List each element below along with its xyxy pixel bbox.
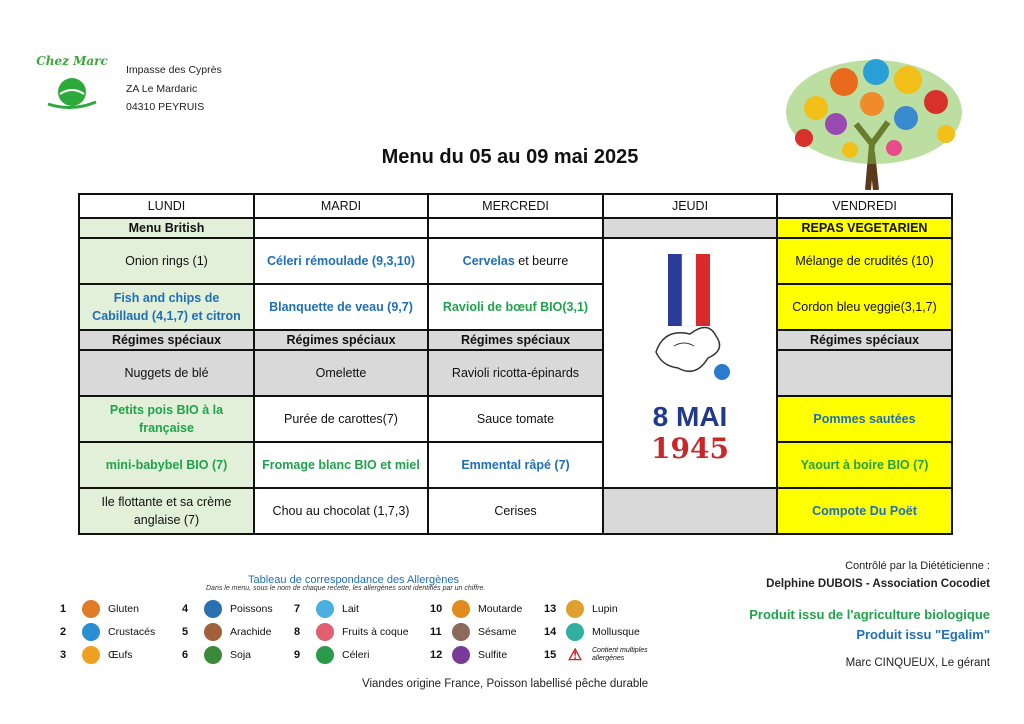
allergen-number: 2 — [60, 626, 67, 638]
restaurant-logo — [36, 54, 108, 116]
lundi-special-main: Nuggets de blé — [79, 350, 254, 396]
allergen-label: Lupin — [592, 603, 618, 615]
allergen-label: Lait — [342, 603, 359, 615]
allergen-label: Soja — [230, 649, 252, 661]
allergen-item — [294, 644, 369, 666]
allergen-label: Œufs — [108, 649, 133, 661]
dietitian-label: Contrôlé par la Diététicienne : — [845, 560, 990, 572]
mercredi-theme — [428, 218, 603, 238]
allergen-item — [294, 621, 409, 643]
cloche-icon — [36, 54, 108, 116]
menu-title: Menu du 05 au 09 mai 2025 — [381, 146, 639, 168]
flower-tree-illustration — [776, 52, 972, 190]
mardi-dairy: Fromage blanc BIO et miel — [254, 442, 428, 488]
vendredi-regimes-label: Régimes spéciaux — [777, 330, 952, 350]
jeudi-holiday-cell — [603, 238, 777, 488]
allergen-number: 14 — [544, 626, 557, 638]
lundi-starter: Onion rings (1) — [79, 238, 254, 284]
allergen-icon — [82, 600, 100, 618]
allergen-legend — [60, 598, 700, 668]
allergen-icon — [316, 623, 334, 641]
allergen-item — [544, 644, 652, 666]
allergen-icon — [566, 623, 584, 641]
logo-text: Chez Marc — [36, 54, 108, 68]
mardi-main: Blanquette de veau (9,7) — [254, 284, 428, 330]
allergen-number: 5 — [182, 626, 189, 638]
lundi-theme: Menu British — [79, 218, 254, 238]
allergen-icon — [204, 646, 222, 664]
allergen-icon — [204, 600, 222, 618]
allergen-item — [60, 621, 155, 643]
allergen-item — [544, 598, 618, 620]
allergen-icon — [452, 600, 470, 618]
allergen-number: 13 — [544, 603, 557, 615]
allergen-number: 15 — [544, 649, 557, 661]
allergen-table-title: Tableau de correspondance des Allergènes — [248, 574, 459, 586]
victory-day-illustration — [604, 250, 776, 476]
mardi-regimes-label: Régimes spéciaux — [254, 330, 428, 350]
mercredi-starter — [428, 238, 603, 284]
allergen-icon — [316, 600, 334, 618]
mardi-theme — [254, 218, 428, 238]
allergen-table-subtitle: Dans le menu, sous le nom de chaque recette, les allergènes sont identifiés par un chiffre. — [206, 585, 486, 592]
mercredi-starter-main: Cervelas — [462, 254, 515, 268]
allergen-icon — [316, 646, 334, 664]
mercredi-side: Sauce tomate — [428, 396, 603, 442]
vendredi-dairy: Yaourt à boire BIO (7) — [777, 442, 952, 488]
lundi-dessert: Ile flottante et sa crème anglaise (7) — [79, 488, 254, 534]
vendredi-side: Pommes sautées — [777, 396, 952, 442]
day-header-jeudi: JEUDI — [603, 194, 777, 218]
allergen-icon — [82, 646, 100, 664]
allergen-item — [294, 598, 359, 620]
allergen-item — [544, 621, 640, 643]
allergen-item — [430, 598, 522, 620]
lundi-regimes-label: Régimes spéciaux — [79, 330, 254, 350]
allergen-item — [60, 598, 139, 620]
allergen-number: 4 — [182, 603, 189, 615]
allergen-number: 11 — [430, 626, 442, 638]
allergen-label: Moutarde — [478, 603, 523, 615]
allergen-icon — [452, 623, 470, 641]
allergen-item — [182, 644, 251, 666]
allergen-number: 9 — [294, 649, 301, 661]
allergen-number: 10 — [430, 603, 443, 615]
holiday-date-text: 8 MAI — [652, 401, 728, 432]
allergen-number: 7 — [294, 603, 301, 615]
vendredi-theme: REPAS VEGETARIEN — [777, 218, 952, 238]
allergen-number: 8 — [294, 626, 301, 638]
mercredi-dessert: Cerises — [428, 488, 603, 534]
legend-bio: Produit issu de l'agriculture biologique — [749, 607, 990, 622]
allergen-label: Gluten — [108, 603, 139, 615]
legend-colors — [749, 605, 990, 645]
allergen-icon: ⚠ — [567, 647, 583, 664]
allergen-label: Fruits à coque — [342, 626, 409, 638]
manager-signature: Marc CINQUEUX, Le gérant — [845, 657, 990, 669]
dietitian-name: Delphine DUBOIS - Association Cocodiet — [766, 578, 990, 590]
day-header-vendredi: VENDREDI — [777, 194, 952, 218]
allergen-label: Arachide — [230, 626, 272, 638]
allergen-number: 3 — [60, 649, 67, 661]
jeudi-theme — [603, 218, 777, 238]
allergen-label: Contient multiples allergènes — [592, 647, 648, 662]
lundi-side: Petits pois BIO à la française — [79, 396, 254, 442]
lundi-main: Fish and chips de Cabillaud (4,1,7) et citron — [79, 284, 254, 330]
mercredi-regimes-label: Régimes spéciaux — [428, 330, 603, 350]
allergen-label: Poissons — [230, 603, 273, 615]
day-header-mercredi: MERCREDI — [428, 194, 603, 218]
day-header-lundi: LUNDI — [79, 194, 254, 218]
mercredi-special-main: Ravioli ricotta-épinards — [428, 350, 603, 396]
weekly-menu-table — [78, 193, 953, 535]
allergen-label: Sésame — [478, 626, 517, 638]
address-line: Impasse des Cyprès — [126, 64, 222, 76]
address-line: 04310 PEYRUIS — [126, 101, 205, 113]
address-block — [126, 61, 222, 117]
vendredi-main: Cordon bleu veggie(3,1,7) — [777, 284, 952, 330]
jeudi-dessert — [603, 488, 777, 534]
mercredi-starter-side: et beurre — [514, 254, 569, 268]
allergen-item — [430, 621, 517, 643]
mardi-starter: Céleri rémoulade (9,3,10) — [254, 238, 428, 284]
allergen-item — [430, 644, 507, 666]
vendredi-starter: Mélange de crudités (10) — [777, 238, 952, 284]
address-line: ZA Le Mardaric — [126, 82, 198, 95]
vendredi-dessert: Compote Du Poët — [777, 488, 952, 534]
allergen-number: 12 — [430, 649, 443, 661]
allergen-item — [182, 598, 273, 620]
origin-note: Viandes origine France, Poisson labellisé pêche durable — [362, 678, 649, 690]
mercredi-dairy: Emmental râpé (7) — [428, 442, 603, 488]
holiday-year-text: 1945 — [651, 432, 729, 465]
allergen-number: 6 — [182, 649, 189, 661]
legend-egalim: Produit issu "Egalim" — [856, 627, 990, 642]
allergen-number: 1 — [60, 603, 67, 615]
allergen-label: Crustacés — [108, 626, 156, 638]
allergen-item — [182, 621, 271, 643]
lundi-dairy: mini-babybel BIO (7) — [79, 442, 254, 488]
allergen-label: Céleri — [342, 649, 370, 661]
allergen-label: Mollusque — [592, 626, 640, 638]
mardi-dessert: Chou au chocolat (1,7,3) — [254, 488, 428, 534]
allergen-icon — [566, 600, 584, 618]
allergen-icon — [204, 623, 222, 641]
allergen-item — [60, 644, 133, 666]
mardi-special-main: Omelette — [254, 350, 428, 396]
dietitian-block — [766, 557, 990, 593]
day-header-mardi: MARDI — [254, 194, 428, 218]
vendredi-special-main — [777, 350, 952, 396]
mercredi-main: Ravioli de bœuf BIO(3,1) — [428, 284, 603, 330]
mardi-side: Purée de carottes(7) — [254, 396, 428, 442]
allergen-label: Sulfite — [478, 649, 508, 661]
allergen-icon — [452, 646, 470, 664]
allergen-icon — [82, 623, 100, 641]
